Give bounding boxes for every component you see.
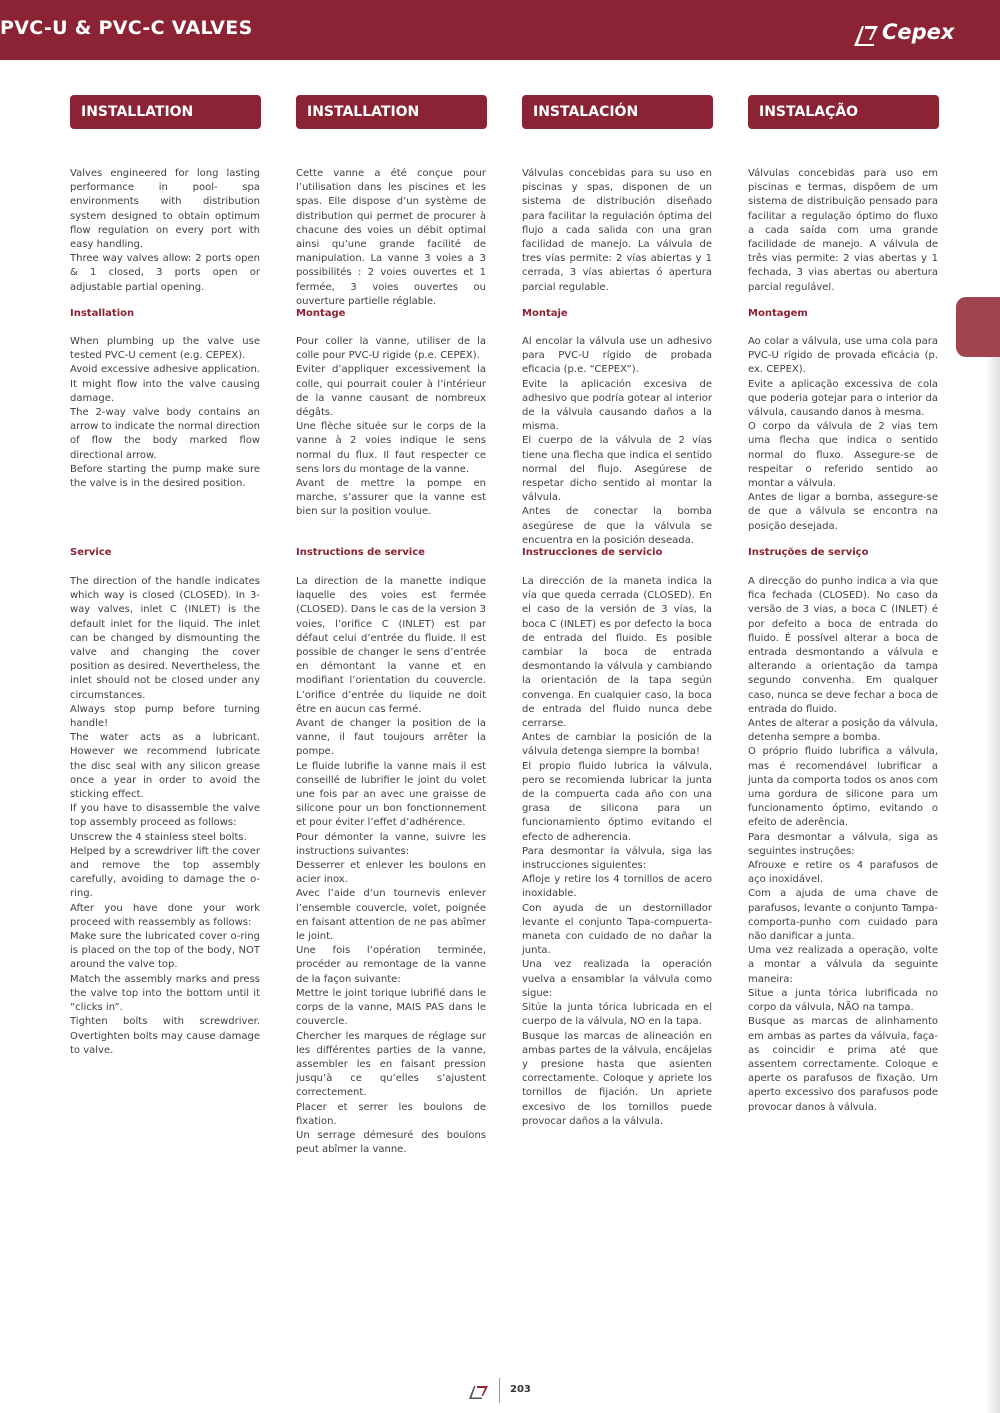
section-text: Pour coller la vanne, utiliser de la colle pour PVC-U rigide (p.e. CEPEX). Eviter d’appliquer excessivement la colle, qui pourrait couler à l’intérieur de la vanne causant de nombreux dégâts. Une flèche située sur le corps de la vanne à 2 voies indique le sens normal du flux. Il faut respecter ce sens lors du montage de la vanne. Avant de mettre la pompe en marche, s’assurer que la vanne est bien sur la position voulue. <box>296 336 486 518</box>
section-title: Montage <box>296 308 346 319</box>
column-heading: INSTALLATION <box>70 95 261 129</box>
intro-text: Valves engineered for long lasting performance in pool- spa environments with distribution system designed to obtain optimum flow regulation on every port with easy handling. Three way valves allow: 2 ports open & 1 closed, 3 ports open or adjustable partial opening. <box>70 168 260 293</box>
page-number: 203 <box>510 1384 531 1395</box>
section-title: Service <box>70 547 112 558</box>
section-title: Installation <box>70 308 135 319</box>
section-text: The direction of the handle indicates which way is closed (CLOSED). In 3-way valves, inlet C (INLET) is the default inlet for the liquid. The inlet can be changed by dismounting the valve and changing the cover position as desired. Nevertheless, the inlet should not be closed under any circumstances. Always stop pump before turning handle! The water acts as a lubricant. However we recommend lubricate the disc seal with any silicon grease once a year in order to avoid the sticking effect. If you have to disassemble the valve top assembly proceed as follows: Unscrew the 4 stainless steel bolts. Helped by a screwdriver lift the cover and remove the top assembly carefully, avoiding to damage the o-ring. After you have done your work proceed with reassembly as follows: Make sure the lubricated cover o-ring is placed on the top of the body, NOT around the valve top. Match the assembly marks and press the valve top into the bottom until it “clicks in”. Tighten bolts with screwdriver. Overtighten bolts may cause damage to valve. <box>70 576 260 1056</box>
section-title: Instrucciones de servicio <box>522 547 663 558</box>
brand-name: Cepex <box>882 20 955 44</box>
header-bar <box>0 0 1000 60</box>
footer-logo-icon <box>468 1384 490 1400</box>
column-heading: INSTALLATION <box>296 95 487 129</box>
section-text: La dirección de la maneta indica la vía que queda cerrada (CLOSED). En el caso de la versión de 3 vías, la boca C (INLET) es por defecto la boca de entrada del fluido. Es posible cambiar la boca de entrada desmontando la válvula y cambiando la orientación de la tapa según convenga. En cualquier caso, la boca de entrada del fluido nunca debe cerrarse. Antes de cambiar la posición de la válvula detenga siempre la bomba! El propio fluido lubrica la válvula, pero se recomienda lubricar la junta de la compuerta cada año con una grasa de silicona para un funcionamiento óptimo evitando el efecto de adherencia. Para desmontar la válvula, siga las instrucciones siguientes: Afloje y retire los 4 tornillos de acero inoxidable. Con ayuda de un destornillador levante el conjunto Tapa-compuerta-maneta con cuidado de no dañar la junta. Una vez realizada la operación vuelva a ensamblar la válvula como sigue: Sitúe la junta tórica lubricada en el cuerpo de la válvula, NO en la tapa. Busque las marcas de alineación en ambas partes de la válvula, encájelas y presione hasta que asienten correctamente. Coloque y apriete los tornillos de fijación. Un apriete excesivo de los tornillos puede provocar daños a la válvula. <box>522 576 712 1127</box>
brand-logo <box>852 20 982 50</box>
side-tab <box>956 297 1000 357</box>
page-title: PVC-U & PVC-C VALVES <box>0 17 253 39</box>
section-title: Montaje <box>522 308 568 319</box>
section-text: When plumbing up the valve use tested PVC-U cement (e.g. CEPEX). Avoid excessive adhesive application. It might flow into the valve causing damage. The 2-way valve body contains an arrow to indicate the normal direction of flow the body marked flow directional arrow. Before starting the pump make sure the valve is in the desired position. <box>70 336 260 490</box>
column-heading: INSTALAÇÃO <box>748 95 939 129</box>
intro-text: Válvulas concebidas para uso em piscinas e termas, dispõem de um sistema de distribuição pensado para facilitar a regulação óptimo do fluxo a cada saída com uma grande facilidade de manejo. A válvula de três vias permite: 2 vias abertas y 1 fechada, 3 vias abertas ou abertura parcial regulável. <box>748 168 938 293</box>
section-title: Instructions de service <box>296 547 425 558</box>
section-text: La direction de la manette indique laquelle des voies est fermée (CLOSED). Dans le cas de la version 3 voies, l’orifice C (INLET) est par défaut celui d’entrée du fluide. Il est possible de changer le sens d’entrée en démontant la vanne et en modifiant l’orientation du couvercle. L’orifice d’entrée du liquide ne doit être en aucun cas fermé. Avant de changer la position de la vanne, il faut toujours arrêter la pompe. Le fluide lubrifie la vanne mais il est conseillé de lubrifier le joint du volet une fois par an avec une graisse de silicone pour un bon fonctionnement et pour éviter l’effet d’adhérence. Pour démonter la vanne, suivre les instructions suivantes: Desserrer et enlever les boulons en acier inox. Avec l’aide d’un tournevis enlever l’ensemble couvercle, volet, poignée en faisant attention de ne pas abîmer le joint. Une fois l’opération terminée, procéder au remontage de la vanne de la façon suivante: Mettre le joint torique lubrifié dans le corps de la vanne, MAIS PAS dans le couvercle. Chercher les marques de réglage sur les différentes parties de la vanne, assembler les en faisant pression jusqu’à ce qu’elles s’ajustent correctement. Placer et serrer les boulons de fixation. Un serrage démesuré des boulons peut abîmer la vanne. <box>296 576 486 1156</box>
footer-divider <box>499 1378 500 1403</box>
section-text: A direcção do punho indica a via que fica fechada (CLOSED). No caso da versão de 3 vias, a boca C (INLET) é por defeito a boca de entrada do fluido. É possível alterar a boca de entrada desmontando a válvula e alterando a orientação da tampa segundo convenha. Em qualquer caso, nunca se deve fechar a boca de entrada do fluido. Antes de alterar a posição da válvula, detenha sempre a bomba. O próprio fluido lubrifica a válvula, mas é recomendável lubrificar a junta da comporta todos os anos com uma gordura de silicone para um funcionamento óptimo, evitando o efeito de aderência. Para desmontar a válvula, siga as seguintes instruções: Afrouxe e retire os 4 parafusos de aço inoxidável. Com a ajuda de uma chave de parafusos, levante o conjunto Tampa-comporta-punho com cuidado para não danificar a junta. Uma vez realizada a operação, volte a montar a válvula da seguinte maneira: Situe a junta tórica lubrificada no corpo da válvula, NÃO na tampa. Busque as marcas de alinhamento em ambas as partes da válvula, faça-as coincidir e prima até que assentem correctamente. Coloque e aperte os parafusos de fixação. Um aperto excessivo dos parafusos pode provocar danos à válvula. <box>748 576 938 1113</box>
section-title: Instruções de serviço <box>748 547 869 558</box>
section-text: Ao colar a válvula, use uma cola para PVC-U rígido de provada eficácia (p. ex. CEPEX). Evite a aplicação excessiva de cola que poderia gotejar para o interior da válvula, causando danos à mesma. O corpo da válvula de 2 vias tem uma flecha que indica o sentido normal do fluxo. Assegure-se de respeitar o referido sentido ao montar a válvula. Antes de ligar a bomba, assegure-se de que a válvula se encontra na posição desejada. <box>748 336 938 532</box>
cepex-logo-icon <box>852 22 880 48</box>
side-edge <box>985 357 1000 1413</box>
column-heading: INSTALACIÓN <box>522 95 713 129</box>
section-text: Al encolar la válvula use un adhesivo para PVC-U rígido de probada eficacia (p.e. “CEPEX”). Evite la aplicación excesiva de adhesivo que podría gotear al interior de la válvula causando daños a la misma. El cuerpo de la válvula de 2 vías tiene una flecha que indica el sentido normal del flujo. Asegúrese de respetar dicho sentido al montar la válvula. Antes de conectar la bomba asegúrese de que la válvula se encuentra en la posición deseada. <box>522 336 712 546</box>
intro-text: Válvulas concebidas para su uso en piscinas y spas, disponen de un sistema de distribución diseñado para facilitar la regulación óptima del flujo a cada salida con una gran facilidad de manejo. La válvula de tres vías permite: 2 vías abiertas y 1 cerrada, 3 vías abiertas ó apertura parcial regulable. <box>522 168 712 293</box>
section-title: Montagem <box>748 308 808 319</box>
intro-text: Cette vanne a été conçue pour l’utilisation dans les piscines et les spas. Elle dispose d’un système de distribution qui permet de procurer à chacune des voies un débit optimal ainsi qu’une grande facilité de manipulation. La vanne 3 voies a 3 possibilités : 2 voies ouvertes et 1 fermée, 3 voies ouvertes ou ouverture partielle réglable. <box>296 168 486 307</box>
